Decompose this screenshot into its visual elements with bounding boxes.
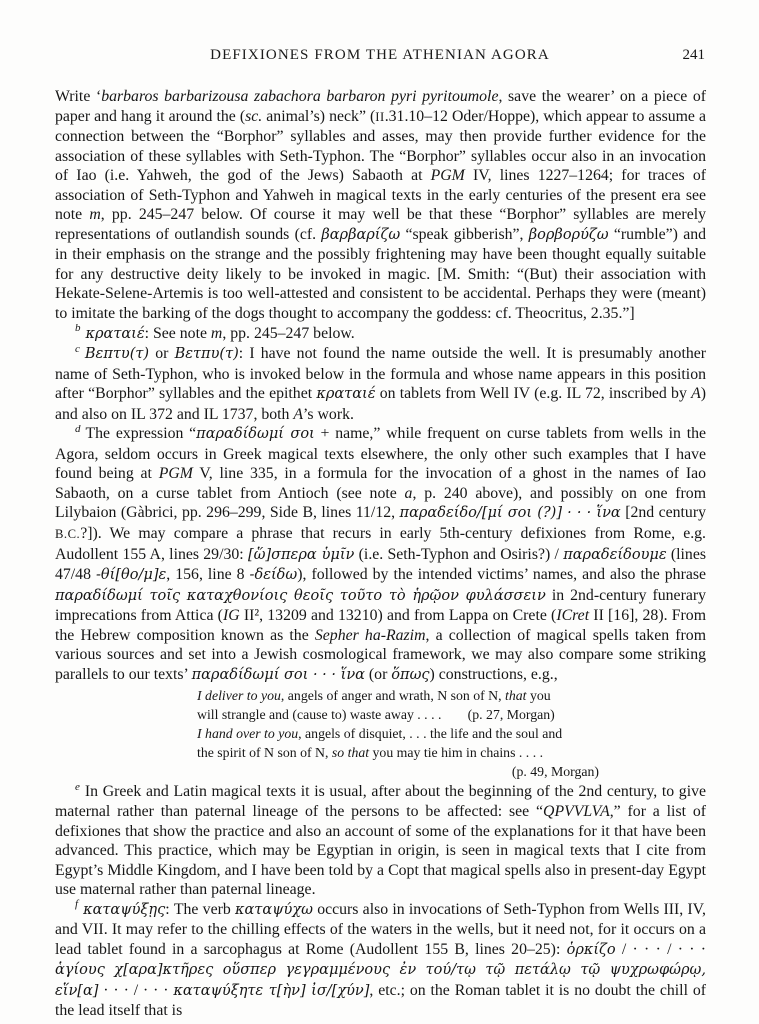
text-run: occurs also in invocations of Seth-Typhon from Wells III, IV, and VII. It may refer to the chilling effects of the waters in the wells, but it need not, for it occurs on a lead tablet found in a sarcophagus at Rome (Audollent 155 B, lines 20–25): xyxy=(55,900,706,958)
text-run: κραταιέ xyxy=(85,325,145,342)
text-run: ’s work. xyxy=(303,405,354,423)
text-run: παραδείδο/[μί σοι (?)] · · · ἵνα xyxy=(399,505,621,522)
footnote-c xyxy=(55,344,706,424)
text-run: The expression “ xyxy=(85,425,197,443)
quote-1 xyxy=(197,686,599,724)
text-run: βορβορύζω xyxy=(528,226,609,243)
text-run: will strangle and (cause to) waste away . . . . xyxy=(197,707,442,723)
text-run: : I have not found the name outside the well. It is presumably another name of Seth-Typhon, who is invoked below in the formula and whose name appears in this position after “Borphor” syllables and the epithet xyxy=(55,345,707,403)
text-run: I hand over to you xyxy=(197,726,299,742)
text-run: Sepher ha-Razim xyxy=(314,626,426,644)
quote-2 xyxy=(197,724,599,762)
text-run: [2nd century xyxy=(620,504,706,522)
paragraph-main xyxy=(55,87,706,324)
text-run: , etc.; on the Roman tablet it is no doubt the chill of the lead itself that is xyxy=(55,981,706,1020)
text-run: παραδίδωμί σοι xyxy=(196,426,315,443)
text-run: , save the wearer’ on a piece of paper and hang it around the ( xyxy=(55,88,706,125)
text-run: you may tie him in chains . . . . xyxy=(369,745,544,761)
text-run: (or xyxy=(364,665,392,683)
text-run: , pp. 245–247 below. xyxy=(222,324,355,342)
text-run: καταψύχω xyxy=(234,901,313,918)
text-run: βαρβαρίζω xyxy=(321,226,401,243)
text-run: II xyxy=(375,109,385,124)
text-run: “speak gibberish”, xyxy=(400,225,529,243)
text-run: παραδίδωμί σοι · · · ἵνα xyxy=(191,666,365,683)
text-run: παραδείδουμε xyxy=(563,546,667,563)
text-run: PGM xyxy=(158,465,193,483)
text-run: : The verb xyxy=(165,900,235,918)
text-run: d xyxy=(75,423,81,436)
footnote-f xyxy=(55,900,706,1021)
text-run: animal’s) neck” ( xyxy=(262,107,376,125)
text-run: A xyxy=(293,405,304,423)
page-number: 241 xyxy=(682,47,705,63)
text-run: (i.e. Seth-Typhon and Osiris?) / xyxy=(354,545,564,563)
text-run: ICret xyxy=(556,607,590,625)
text-run: , angels of disquiet, . . . the life and the soul and xyxy=(298,726,563,742)
text-run: ὁρκίζο xyxy=(566,941,616,958)
text-run: you xyxy=(526,688,551,704)
text-run: , pp. 245–247 below. Of course it may well be that these “Borphor” syllables are merely representations of outlandish sounds (cf. xyxy=(55,206,706,243)
text-run: κραταιέ xyxy=(316,386,376,403)
text-run: , a collection of magical spells taken from various sources and set into a Jewish cosmological framework, we may also compare some striking parallels to our texts’ xyxy=(55,626,706,683)
page-header xyxy=(55,47,705,67)
block-quote xyxy=(197,686,599,781)
text-run: on tablets from Well IV (e.g. IL 72, inscribed by xyxy=(375,385,692,403)
text-run: ,” for a list of defixiones that show the practice and also an account of some of the explanations for it that have been advanced. This practice, which may be Egyptian in origin, is seen in magical texts that I cite from Egypt’s Middle Kingdom, and I have been told by a Copt that magical spells also in present-day Egypt use maternal rather than paternal lineage. xyxy=(55,802,706,899)
text-run: ὅπως xyxy=(391,666,430,683)
text-run: Βετπυ(τ) xyxy=(174,346,239,363)
footnote-e xyxy=(55,782,706,899)
running-head: DEFIXIONES FROM THE ATHENIAN AGORA xyxy=(210,47,550,63)
text-run: + name,” while frequent on curse tablets from wells in the Agora, seldom occurs in Greek magical texts elsewhere, the only other such examples that I have found being at xyxy=(55,425,707,483)
text-run: c xyxy=(75,342,80,355)
text-run: ἁγίους χ[αρα]κτῆρες οὕσπερ γεγραμμένους ἐν τού/τῳ τῷ πετάλῳ τῷ ψυχρωφώρῳ, εἵν[α] xyxy=(55,962,706,999)
text-run: sc. xyxy=(245,107,263,125)
quote-2-attribution: (p. 49, Morgan) xyxy=(511,764,599,780)
text-run: the spirit of N son of N, xyxy=(197,745,332,761)
text-run: ) and also on IL 372 and IL 1737, both xyxy=(55,385,706,423)
text-run: .31.10–12 Oder/Hoppe), which appear to assume a connection between the “Borphor” syllables and asses, may then provide further evidence for the association of these syllables with Seth-Typhon. The “Borphor” syllables occur also in an invocation of Iao (i.e. Yahweh, the god of the Jews) Sabaoth at xyxy=(55,107,706,185)
text-run: in 2nd-century funerary imprecations from Attica ( xyxy=(55,586,706,625)
text-run: I deliver to you xyxy=(197,688,281,704)
text-run: ?]). We may compare a phrase that recurs in early 5th-century defixiones from Rome, e.g. Audollent 155 A, lines 29/30: xyxy=(55,525,706,563)
text-run: II [16], 28). From the Hebrew composition known as the xyxy=(55,607,706,644)
text-run: II², 13209 and 13210) and from Lappa on Crete ( xyxy=(239,607,557,625)
text-run: B.C. xyxy=(55,527,81,542)
text-run: In Greek and Latin magical texts it is usual, after about the beginning of the 2nd century, to give maternal rather than paternal lineage of the persons to be affected: see “ xyxy=(55,783,706,820)
text-run: , 156, line 8 xyxy=(166,566,250,584)
quote-1-attribution: (p. 27, Morgan) xyxy=(467,707,555,723)
text-run: Write ‘ xyxy=(55,88,102,105)
text-run: καταψύξητε τ[ὴν] ἰσ/[χύν] xyxy=(173,982,370,999)
text-run: barbaros barbarizousa zabachora barbaron pyri pyritoumole xyxy=(101,88,499,105)
text-run: that xyxy=(505,688,527,704)
text-run: A xyxy=(691,385,701,403)
text-run: -δείδω xyxy=(249,567,298,584)
page-body xyxy=(55,87,706,1021)
text-run: V, line 335, in a formula for the invocation of a ghost in the names of Iao Sabaoth, on a curse tablet from Antioch (see note xyxy=(55,465,706,502)
text-run: a xyxy=(404,484,413,502)
text-run: b xyxy=(75,322,81,335)
text-run: QPVVLVA xyxy=(543,802,610,820)
text-run: καταψύξῃς xyxy=(83,901,166,918)
text-run: ) constructions, e.g., xyxy=(429,665,558,683)
footnote-b xyxy=(55,324,706,345)
text-run: : See note xyxy=(144,324,211,342)
text-run: “rumble”) and in their emphasis on the strange and the possibly frightening may have been thought equally suitable for any destructive deity likely to be invoked in magic. [M. Smith: “(But) their association with Hekate-Selene-Artemis is too well-attested and consistent to be accidental. Perhaps they were (meant) to imitate the barking of the dogs thought to accompany the goddess: cf. Theocritus, 2.35.”] xyxy=(55,225,707,323)
text-run: PGM xyxy=(430,167,465,185)
text-run: f xyxy=(75,898,79,911)
text-run: m xyxy=(89,206,101,224)
text-run: m xyxy=(210,324,223,342)
text-run: IG xyxy=(222,607,240,625)
text-run: e xyxy=(75,781,80,794)
text-run: , angels of anger and wrath, N son of N, xyxy=(280,688,506,704)
text-run: Βεπτυ(τ) xyxy=(84,346,150,363)
text-run: · · · / · · · xyxy=(98,981,174,999)
text-run: [ὥ]σπερα ὑμῖν xyxy=(247,546,355,563)
text-run: ), followed by the intended victims’ names, and also the phrase xyxy=(297,566,706,584)
text-run: παραδίδωμί τοῖς καταχθονίοις θεοῖς τοῦτο τὸ ἡρῷον φυλάσσειν xyxy=(55,587,546,604)
text-run: so that xyxy=(331,745,370,761)
footnote-d xyxy=(55,424,706,685)
text-run: / · · · / · · · xyxy=(615,940,706,958)
text-run: (lines 47/48 xyxy=(55,545,706,584)
text-run: IV, lines 1227–1264; for traces of association of Seth-Typhon and Yahweh in magical texts in the early centuries of the present era see note xyxy=(55,167,707,224)
text-run: or xyxy=(149,345,175,363)
text-run: -θί[θο/μ]ε xyxy=(96,567,167,584)
text-run: , p. 240 above), and possibly on one from Lilybaion (Gàbrici, pp. 296–299, Side B, lines 11/12, xyxy=(55,484,706,522)
